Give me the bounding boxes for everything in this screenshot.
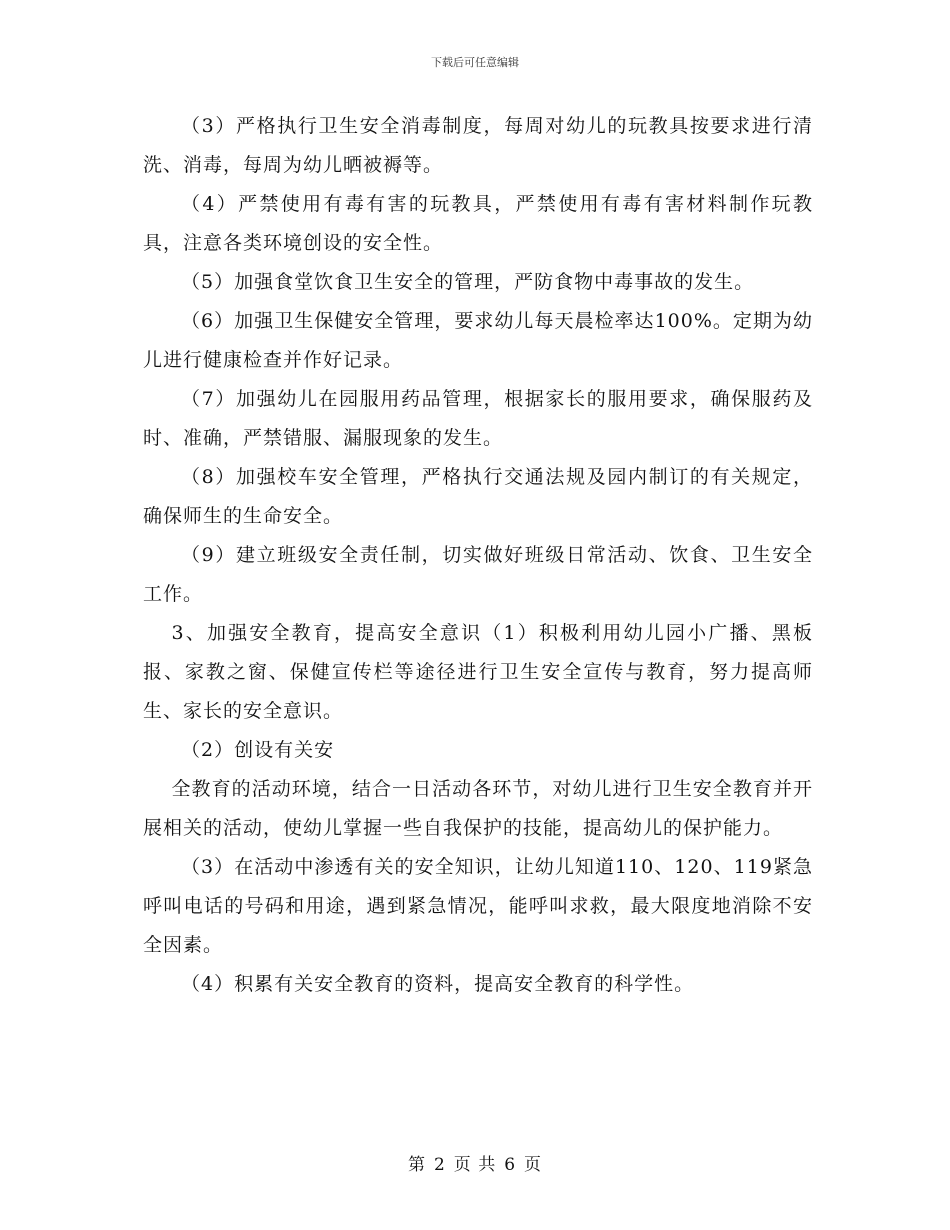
- paragraph-item-5: （5）加强食堂饮食卫生安全的管理，严防食物中毒事故的发生。: [181, 271, 755, 293]
- paragraph-section-3-item-2-start: （2）创设有关安: [181, 739, 335, 761]
- paragraph-section-3-item-3: （3）在活动中渗透有关的安全知识，让幼儿知道110、120、119紧急呼叫电话的号码和用途，遇到紧急情况，能呼叫求救，最大限度地消除不安全因素。: [143, 856, 813, 956]
- paragraph-item-9: （9）建立班级安全责任制，切实做好班级日常活动、饮食、卫生安全工作。: [143, 544, 813, 605]
- footer-suffix: 页: [524, 1155, 543, 1175]
- paragraph-section-3-item-2-cont: 全教育的活动环境，结合一日活动各环节，对幼儿进行卫生安全教育并开展相关的活动，使幼儿掌握一些自我保护的技能，提高幼儿的保护能力。: [143, 778, 813, 839]
- footer-prefix: 第: [407, 1155, 426, 1175]
- footer-page-number: 2: [433, 1155, 446, 1175]
- paragraph-item-4: （4）严禁使用有毒有害的玩教具，严禁使用有毒有害材料制作玩教具，注意各类环境创设的安全性。: [143, 193, 813, 254]
- paragraph-item-6: （6）加强卫生保健安全管理，要求幼儿每天晨检率达100%。定期为幼儿进行健康检查并作好记录。: [143, 310, 813, 371]
- footer-middle: 页 共: [453, 1155, 497, 1175]
- paragraph-item-8: （8）加强校车安全管理，严格执行交通法规及园内制订的有关规定，确保师生的生命安全。: [143, 466, 813, 527]
- document-body: [143, 107, 813, 1004]
- page-footer: [0, 1150, 950, 1175]
- paragraph-item-3: （3）严格执行卫生安全消毒制度，每周对幼儿的玩教具按要求进行清洗、消毒，每周为幼儿晒被褥等。: [143, 115, 813, 176]
- header-note: 下载后可任意编辑: [431, 56, 519, 69]
- paragraph-section-3-item-4: （4）积累有关安全教育的资料，提高安全教育的科学性。: [181, 973, 695, 995]
- paragraph-item-7: （7）加强幼儿在园服用药品管理，根据家长的服用要求，确保服药及时、准确，严禁错服、漏服现象的发生。: [143, 388, 813, 449]
- paragraph-section-3: 3、加强安全教育，提高安全意识（1）积极利用幼儿园小广播、黑板报、家教之窗、保健宣传栏等途径进行卫生安全宣传与教育，努力提高师生、家长的安全意识。: [143, 622, 813, 722]
- footer-total-pages: 6: [504, 1155, 517, 1175]
